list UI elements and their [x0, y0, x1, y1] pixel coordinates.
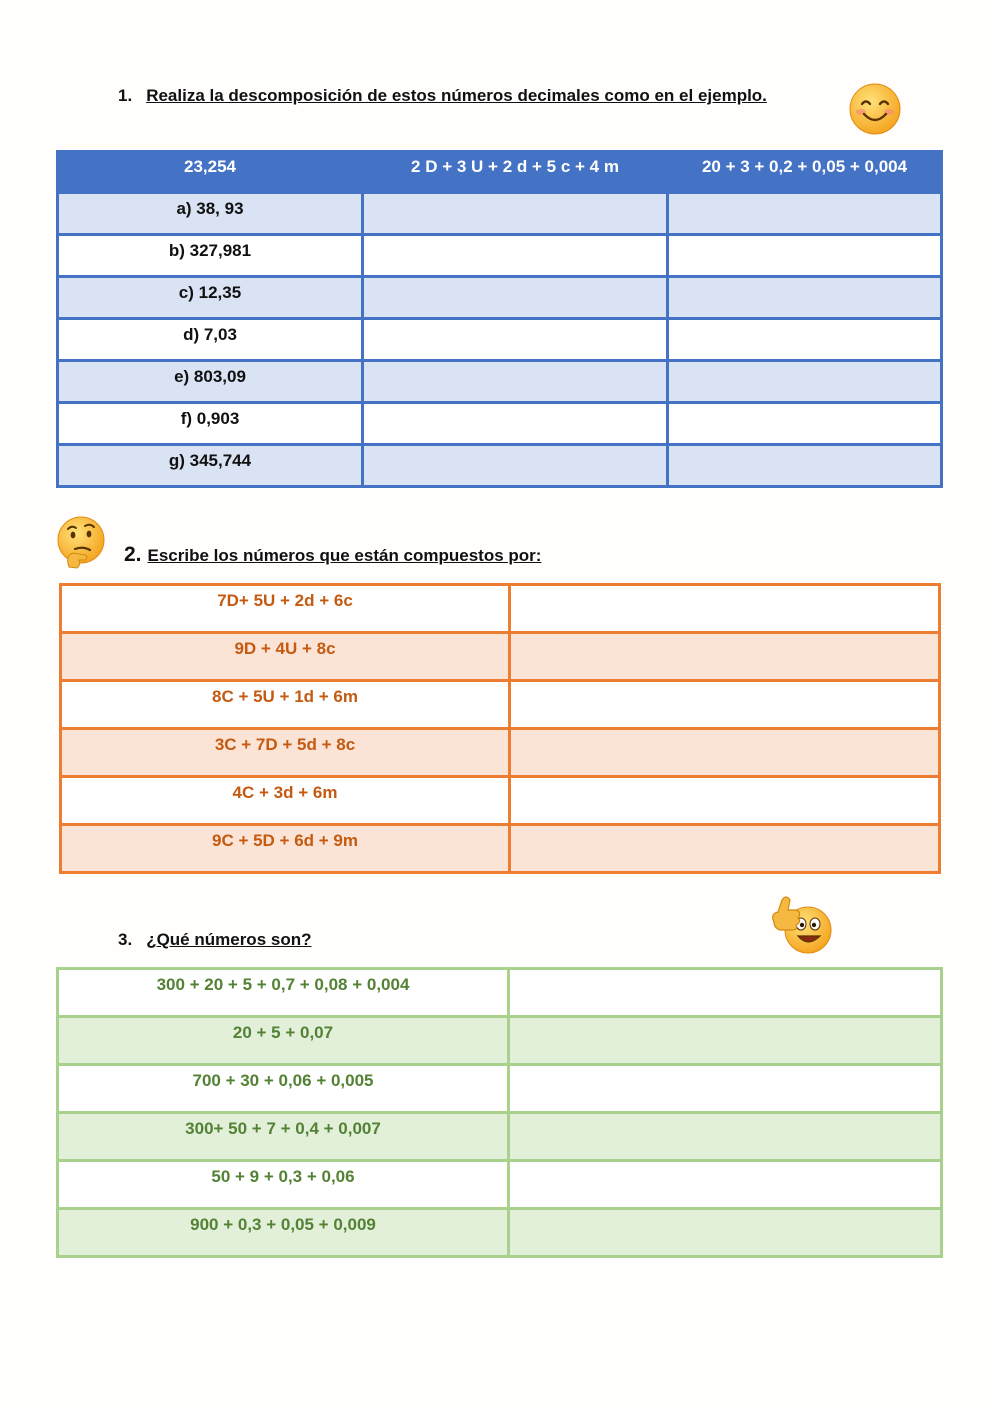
table-row	[58, 403, 942, 445]
answer-cell[interactable]	[509, 969, 942, 1017]
section1-instruction: Realiza la descomposición de estos números decimales como en el ejemplo.	[146, 86, 767, 105]
section2-number: 2.	[124, 543, 142, 566]
answer-units-cell[interactable]	[363, 403, 668, 445]
answer-units-cell[interactable]	[363, 193, 668, 235]
answer-cell[interactable]	[510, 585, 940, 633]
answer-cell[interactable]	[509, 1113, 942, 1161]
header-example-units: 2 D + 3 U + 2 d + 5 c + 4 m	[363, 152, 668, 193]
number-cell: b) 327,981	[58, 235, 363, 277]
composition-table	[59, 583, 941, 874]
composition-cell: 4C + 3d + 6m	[61, 777, 510, 825]
answer-units-cell[interactable]	[363, 319, 668, 361]
answer-cell[interactable]	[510, 777, 940, 825]
table-row	[61, 729, 940, 777]
answer-sum-cell[interactable]	[668, 277, 942, 319]
section2-heading	[124, 543, 541, 567]
section3-heading	[118, 930, 311, 950]
answer-sum-cell[interactable]	[668, 319, 942, 361]
table-header-row	[58, 152, 942, 193]
table-row	[58, 1161, 942, 1209]
answer-cell[interactable]	[510, 729, 940, 777]
decomposition-table	[56, 150, 943, 488]
composition-cell: 7D+ 5U + 2d + 6c	[61, 585, 510, 633]
answer-sum-cell[interactable]	[668, 361, 942, 403]
number-cell: a) 38, 93	[58, 193, 363, 235]
table-row	[61, 585, 940, 633]
answer-sum-cell[interactable]	[668, 403, 942, 445]
answer-cell[interactable]	[510, 681, 940, 729]
answer-units-cell[interactable]	[363, 445, 668, 487]
section2-instruction: Escribe los números que están compuestos por:	[147, 546, 542, 565]
table-row	[58, 1065, 942, 1113]
section3-number: 3.	[118, 930, 133, 949]
table-row	[58, 319, 942, 361]
section1-heading	[118, 86, 767, 106]
table-row	[61, 633, 940, 681]
number-cell: c) 12,35	[58, 277, 363, 319]
number-cell: g) 345,744	[58, 445, 363, 487]
sum-cell: 20 + 5 + 0,07	[58, 1017, 509, 1065]
sum-table	[56, 967, 943, 1258]
sum-cell: 50 + 9 + 0,3 + 0,06	[58, 1161, 509, 1209]
sum-cell: 300+ 50 + 7 + 0,4 + 0,007	[58, 1113, 509, 1161]
smiling-face-icon	[848, 82, 902, 136]
sum-cell: 700 + 30 + 0,06 + 0,005	[58, 1065, 509, 1113]
answer-sum-cell[interactable]	[668, 235, 942, 277]
sum-cell: 900 + 0,3 + 0,05 + 0,009	[58, 1209, 509, 1257]
table-row	[58, 193, 942, 235]
table-row	[58, 445, 942, 487]
table-row	[58, 1017, 942, 1065]
header-example-number: 23,254	[58, 152, 363, 193]
table-row	[61, 825, 940, 873]
table-row	[58, 277, 942, 319]
answer-units-cell[interactable]	[363, 361, 668, 403]
answer-sum-cell[interactable]	[668, 193, 942, 235]
table-row	[58, 969, 942, 1017]
header-example-sum: 20 + 3 + 0,2 + 0,05 + 0,004	[668, 152, 942, 193]
table-row	[61, 681, 940, 729]
thumbs-up-face-icon	[766, 892, 834, 956]
table-row	[58, 1113, 942, 1161]
answer-cell[interactable]	[509, 1065, 942, 1113]
thinking-face-icon	[55, 515, 107, 569]
sum-cell: 300 + 20 + 5 + 0,7 + 0,08 + 0,004	[58, 969, 509, 1017]
composition-cell: 8C + 5U + 1d + 6m	[61, 681, 510, 729]
answer-cell[interactable]	[510, 633, 940, 681]
section1-number: 1.	[118, 86, 133, 105]
table-row	[58, 1209, 942, 1257]
answer-cell[interactable]	[509, 1017, 942, 1065]
composition-cell: 9C + 5D + 6d + 9m	[61, 825, 510, 873]
section3-instruction: ¿Qué números son?	[146, 930, 312, 949]
composition-cell: 9D + 4U + 8c	[61, 633, 510, 681]
answer-sum-cell[interactable]	[668, 445, 942, 487]
composition-cell: 3C + 7D + 5d + 8c	[61, 729, 510, 777]
answer-units-cell[interactable]	[363, 277, 668, 319]
answer-cell[interactable]	[510, 825, 940, 873]
number-cell: f) 0,903	[58, 403, 363, 445]
answer-cell[interactable]	[509, 1209, 942, 1257]
table-row	[61, 777, 940, 825]
answer-cell[interactable]	[509, 1161, 942, 1209]
number-cell: e) 803,09	[58, 361, 363, 403]
table-row	[58, 235, 942, 277]
table-row	[58, 361, 942, 403]
answer-units-cell[interactable]	[363, 235, 668, 277]
number-cell: d) 7,03	[58, 319, 363, 361]
